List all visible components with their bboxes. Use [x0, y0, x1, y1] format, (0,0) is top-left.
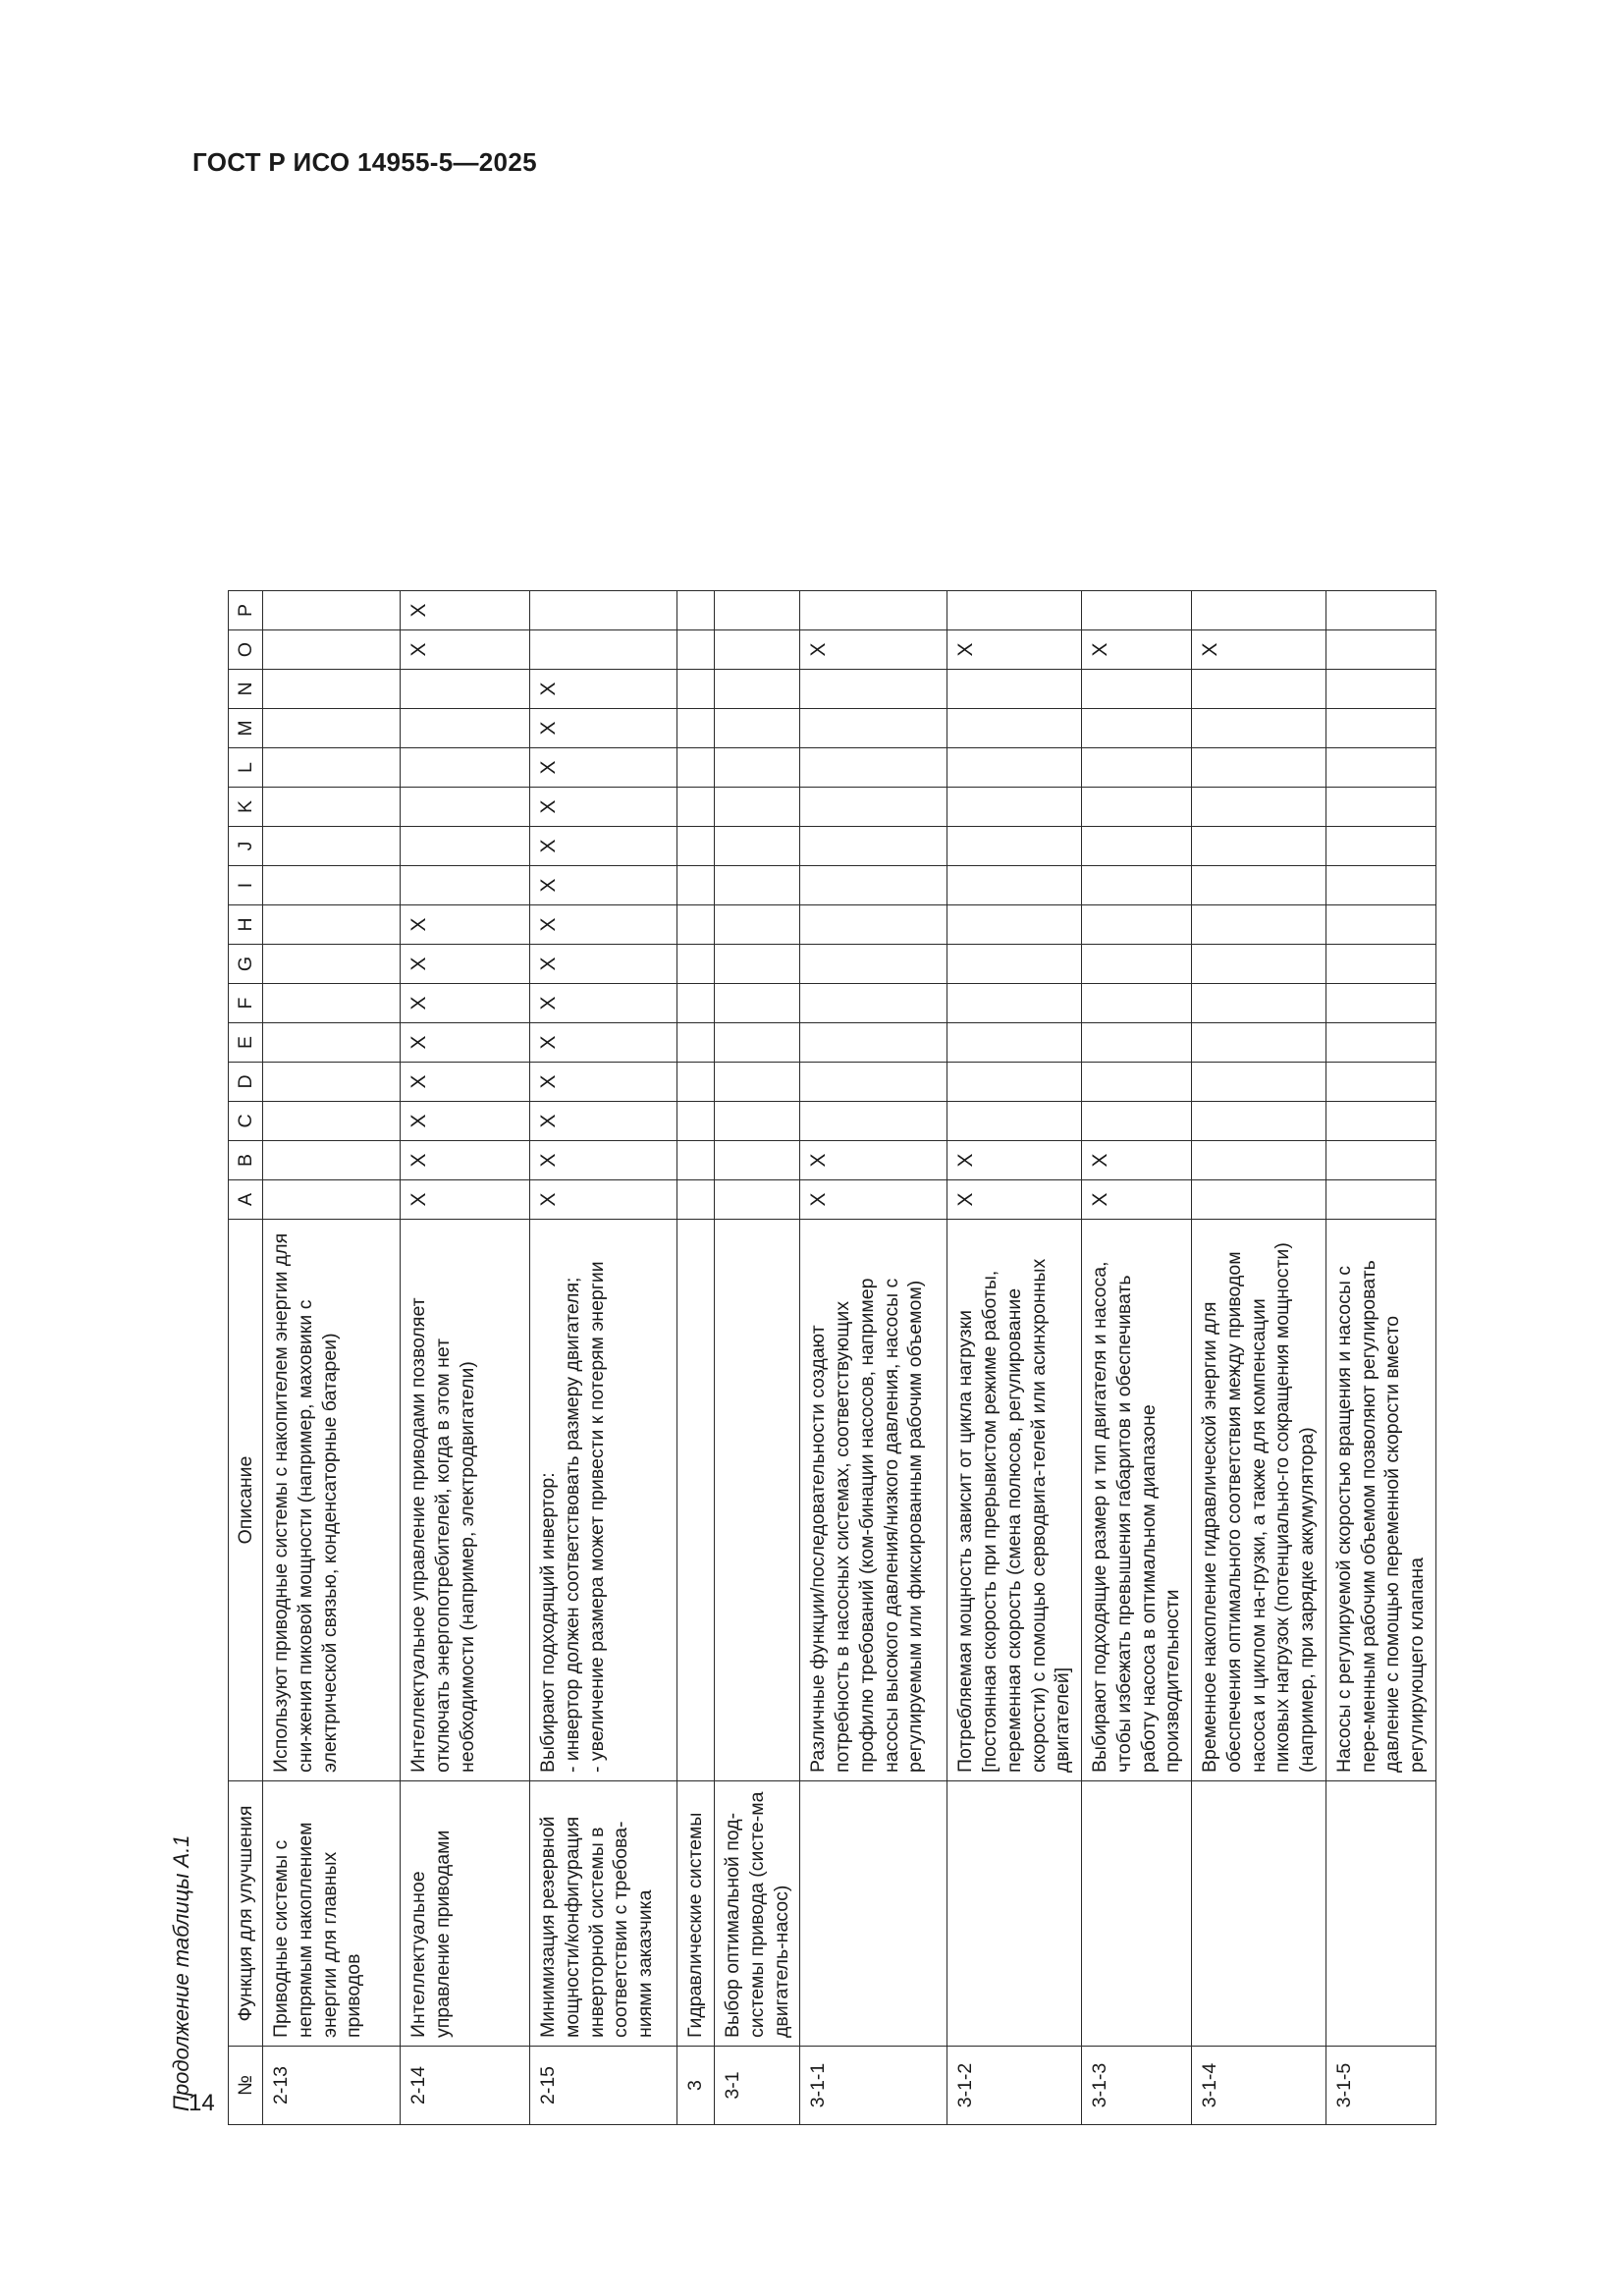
mark-cell: [677, 1063, 715, 1102]
requirements-table: [228, 590, 1436, 2125]
mark-cell: [263, 591, 401, 630]
mark-cell: [401, 748, 530, 788]
mark-cell: [1082, 945, 1192, 984]
mark-cell: [1082, 1023, 1192, 1063]
mark-cell: [715, 1180, 800, 1220]
header-num: №: [229, 2047, 263, 2125]
mark-cell: [677, 748, 715, 788]
mark-cell: X: [1082, 630, 1192, 670]
mark-cell: X: [947, 1180, 1082, 1220]
mark-cell: [715, 1023, 800, 1063]
description-list-item: - инвертор должен соответствовать размеру двигателя;: [561, 1277, 583, 1773]
row-description: Временное накопление гидравлической энергии для обеспечения оптимального соответствия между приводом насоса и циклом на-грузки, а также для компенсации пиковых нагрузок (потенциально-го сокращения мощности) (например, при зарядке аккумулятора): [1192, 1220, 1326, 1781]
mark-cell: [1192, 709, 1326, 748]
header-letter: P: [229, 591, 263, 630]
mark-cell: X: [530, 709, 677, 748]
mark-cell: X: [401, 1141, 530, 1180]
mark-cell: [715, 670, 800, 709]
header-function: Функция для улучшения: [229, 1781, 263, 2047]
mark-cell: [1192, 788, 1326, 827]
row-function: [947, 1781, 1082, 2047]
mark-cell: [1325, 827, 1435, 866]
table-row: [1082, 591, 1192, 2125]
mark-cell: [1082, 866, 1192, 905]
row-number: 3-1: [715, 2047, 800, 2125]
mark-cell: [1192, 670, 1326, 709]
row-number: 2-13: [263, 2047, 401, 2125]
mark-cell: [715, 827, 800, 866]
mark-cell: [1082, 709, 1192, 748]
header-letter: K: [229, 788, 263, 827]
mark-cell: [677, 630, 715, 670]
mark-cell: [947, 1023, 1082, 1063]
mark-cell: [263, 788, 401, 827]
mark-cell: [1192, 905, 1326, 945]
mark-cell: [263, 709, 401, 748]
mark-cell: [1325, 748, 1435, 788]
mark-cell: [677, 1023, 715, 1063]
mark-cell: X: [401, 630, 530, 670]
mark-cell: [1325, 866, 1435, 905]
header-letter: G: [229, 945, 263, 984]
mark-cell: [947, 670, 1082, 709]
mark-cell: [1082, 827, 1192, 866]
row-function: [1325, 1781, 1435, 2047]
table-row: [263, 591, 401, 2125]
mark-cell: [677, 866, 715, 905]
mark-cell: [1192, 1180, 1326, 1220]
mark-cell: [263, 1141, 401, 1180]
mark-cell: [715, 1063, 800, 1102]
mark-cell: [401, 788, 530, 827]
mark-cell: [800, 1063, 947, 1102]
header-letter: B: [229, 1141, 263, 1180]
mark-cell: [1082, 984, 1192, 1023]
mark-cell: [263, 1102, 401, 1141]
mark-cell: [715, 748, 800, 788]
mark-cell: [677, 945, 715, 984]
mark-cell: [1192, 984, 1326, 1023]
mark-cell: X: [800, 1141, 947, 1180]
mark-cell: [947, 1102, 1082, 1141]
mark-cell: [1325, 630, 1435, 670]
mark-cell: [1325, 709, 1435, 748]
mark-cell: [800, 709, 947, 748]
mark-cell: [1192, 866, 1326, 905]
mark-cell: [1325, 1063, 1435, 1102]
row-number: 2-15: [530, 2047, 677, 2125]
mark-cell: [800, 670, 947, 709]
header-description: Описание: [229, 1220, 263, 1781]
header-letter: N: [229, 670, 263, 709]
mark-cell: X: [401, 984, 530, 1023]
row-description: Используют приводные системы с накопителем энергии для сни-жения пиковой мощности (например, маховики с электрической связью, конденсаторные батареи): [263, 1220, 401, 1781]
mark-cell: [1325, 788, 1435, 827]
table-row: [947, 591, 1082, 2125]
mark-cell: X: [1192, 630, 1326, 670]
table-row: [1192, 591, 1326, 2125]
mark-cell: X: [947, 630, 1082, 670]
mark-cell: [530, 591, 677, 630]
mark-cell: X: [530, 905, 677, 945]
mark-cell: X: [1082, 1180, 1192, 1220]
mark-cell: [1325, 1141, 1435, 1180]
mark-cell: X: [401, 905, 530, 945]
table-row: [677, 591, 715, 2125]
row-number: 3: [677, 2047, 715, 2125]
table-body: [263, 591, 1436, 2125]
mark-cell: [1325, 670, 1435, 709]
mark-cell: [947, 1063, 1082, 1102]
row-description: Различные функции/последовательности создают потребность в насосных системах, соответствующих профилю требований (ком-бинации насосов, например насосы высокого давления/низкого давления, насосы с регулируемым или фиксированным рабочим объемом): [800, 1220, 947, 1781]
mark-cell: [1192, 748, 1326, 788]
header-letter: L: [229, 748, 263, 788]
mark-cell: [715, 1141, 800, 1180]
mark-cell: [1325, 945, 1435, 984]
page-number: 14: [189, 2090, 215, 2116]
mark-cell: X: [530, 1023, 677, 1063]
mark-cell: [263, 748, 401, 788]
mark-cell: [715, 984, 800, 1023]
header-letter: M: [229, 709, 263, 748]
mark-cell: [677, 1102, 715, 1141]
row-number: 2-14: [401, 2047, 530, 2125]
row-number: 3-1-4: [1192, 2047, 1326, 2125]
row-function: Гидравлические системы: [677, 1781, 715, 2047]
mark-cell: [401, 827, 530, 866]
mark-cell: [530, 630, 677, 670]
row-number: 3-1-1: [800, 2047, 947, 2125]
mark-cell: X: [947, 1141, 1082, 1180]
mark-cell: [715, 788, 800, 827]
mark-cell: X: [401, 1180, 530, 1220]
mark-cell: [263, 866, 401, 905]
mark-cell: [1192, 1063, 1326, 1102]
mark-cell: [677, 709, 715, 748]
mark-cell: X: [401, 1063, 530, 1102]
description-list: [561, 1228, 610, 1773]
mark-cell: [1082, 788, 1192, 827]
mark-cell: [800, 984, 947, 1023]
mark-cell: [263, 984, 401, 1023]
continuation-label: Продолжение таблицы А.1: [169, 1834, 193, 2111]
header-letter: E: [229, 1023, 263, 1063]
mark-cell: X: [530, 788, 677, 827]
rotated-table-area: [169, 236, 1485, 2151]
mark-cell: [263, 1180, 401, 1220]
mark-cell: [947, 709, 1082, 748]
row-function: [800, 1781, 947, 2047]
row-function: Минимизация резервной мощности/конфигурация инверторной системы в соответствии с требова-ниями заказчика: [530, 1781, 677, 2047]
mark-cell: [1192, 945, 1326, 984]
row-function: Приводные системы с непрямым накоплением энергии для главных приводов: [263, 1781, 401, 2047]
mark-cell: [800, 945, 947, 984]
header-letter: D: [229, 1063, 263, 1102]
mark-cell: X: [530, 670, 677, 709]
mark-cell: [1325, 905, 1435, 945]
row-function: [1192, 1781, 1326, 2047]
mark-cell: [947, 984, 1082, 1023]
row-description: Потребляемая мощность зависит от цикла нагрузки [постоянная скорость при прерывистом режиме работы, переменная скорость (смена полюсов, регулирование скорости) с помощью серводвига-телей или асинхронных двигателей]: [947, 1220, 1082, 1781]
table-row: [530, 591, 677, 2125]
mark-cell: [1192, 1023, 1326, 1063]
mark-cell: [947, 905, 1082, 945]
mark-cell: [800, 748, 947, 788]
mark-cell: X: [530, 1180, 677, 1220]
mark-cell: X: [401, 945, 530, 984]
header-letter: A: [229, 1180, 263, 1220]
mark-cell: [263, 945, 401, 984]
table-row: [715, 591, 800, 2125]
mark-cell: [263, 670, 401, 709]
mark-cell: [715, 709, 800, 748]
mark-cell: [947, 591, 1082, 630]
mark-cell: [715, 905, 800, 945]
row-function: Интеллектуальное управление приводами: [401, 1781, 530, 2047]
mark-cell: X: [401, 591, 530, 630]
mark-cell: [1082, 1102, 1192, 1141]
mark-cell: [1325, 591, 1435, 630]
mark-cell: [263, 827, 401, 866]
mark-cell: [715, 866, 800, 905]
mark-cell: [1325, 984, 1435, 1023]
header-letter: O: [229, 630, 263, 670]
row-number: 3-1-5: [1325, 2047, 1435, 2125]
mark-cell: [677, 1141, 715, 1180]
mark-cell: [1082, 748, 1192, 788]
table-row: [800, 591, 947, 2125]
mark-cell: X: [1082, 1141, 1192, 1180]
row-number: 3-1-3: [1082, 2047, 1192, 2125]
mark-cell: X: [530, 1102, 677, 1141]
mark-cell: [800, 827, 947, 866]
document-header: ГОСТ Р ИСО 14955-5—2025: [192, 147, 537, 177]
mark-cell: [800, 905, 947, 945]
mark-cell: [677, 1180, 715, 1220]
mark-cell: [715, 591, 800, 630]
row-function: Выбор оптимальной под-системы привода (систе-ма двигатель-насос): [715, 1781, 800, 2047]
mark-cell: [677, 670, 715, 709]
row-number: 3-1-2: [947, 2047, 1082, 2125]
mark-cell: X: [401, 1102, 530, 1141]
mark-cell: [800, 866, 947, 905]
mark-cell: [1325, 1102, 1435, 1141]
mark-cell: [263, 630, 401, 670]
mark-cell: X: [530, 1141, 677, 1180]
row-description: Насосы с регулируемой скоростью вращения и насосы с пере-менным рабочим объемом позволяют регулировать давление с помощью переменной скорости вместо регулирующего клапана: [1325, 1220, 1435, 1781]
mark-cell: [800, 1102, 947, 1141]
header-letter: C: [229, 1102, 263, 1141]
mark-cell: [677, 591, 715, 630]
mark-cell: [401, 709, 530, 748]
mark-cell: [1192, 1102, 1326, 1141]
mark-cell: [715, 1102, 800, 1141]
mark-cell: [800, 1023, 947, 1063]
row-description: Выбирают подходящие размер и тип двигателя и насоса, чтобы избежать превышения габаритов и обеспечивать работу насоса в оптимальном диапазоне производительности: [1082, 1220, 1192, 1781]
table-row: [401, 591, 530, 2125]
mark-cell: X: [530, 945, 677, 984]
mark-cell: X: [800, 630, 947, 670]
table-header-row: [229, 591, 263, 2125]
mark-cell: [1192, 827, 1326, 866]
row-description: [677, 1220, 715, 1781]
mark-cell: [1082, 670, 1192, 709]
mark-cell: [401, 866, 530, 905]
mark-cell: [1192, 1141, 1326, 1180]
mark-cell: [263, 905, 401, 945]
mark-cell: [800, 788, 947, 827]
header-letter: J: [229, 827, 263, 866]
mark-cell: X: [530, 984, 677, 1023]
mark-cell: [715, 630, 800, 670]
mark-cell: [401, 670, 530, 709]
mark-cell: [1082, 1063, 1192, 1102]
mark-cell: X: [401, 1023, 530, 1063]
mark-cell: [800, 591, 947, 630]
mark-cell: [1192, 591, 1326, 630]
mark-cell: X: [530, 827, 677, 866]
description-intro: Выбирают подходящий инвертор:: [537, 1472, 559, 1773]
header-letter: F: [229, 984, 263, 1023]
mark-cell: [677, 905, 715, 945]
mark-cell: [715, 945, 800, 984]
mark-cell: X: [530, 748, 677, 788]
mark-cell: X: [530, 1063, 677, 1102]
header-letter: H: [229, 905, 263, 945]
mark-cell: [677, 827, 715, 866]
mark-cell: [677, 984, 715, 1023]
row-description: [530, 1220, 677, 1781]
mark-cell: X: [800, 1180, 947, 1220]
mark-cell: [1325, 1180, 1435, 1220]
row-description: [715, 1220, 800, 1781]
table-row: [1325, 591, 1435, 2125]
mark-cell: [263, 1023, 401, 1063]
mark-cell: [677, 788, 715, 827]
mark-cell: [947, 827, 1082, 866]
mark-cell: [947, 866, 1082, 905]
mark-cell: [1325, 1023, 1435, 1063]
row-description: Интеллектуальное управление приводами позволяет отключать энергопотребителей, когда в этом нет необходимости (например, электродвигатели): [401, 1220, 530, 1781]
mark-cell: [947, 748, 1082, 788]
description-list-item: - увеличение размера может привести к потерям энергии: [585, 1261, 608, 1773]
mark-cell: [263, 1063, 401, 1102]
mark-cell: X: [530, 866, 677, 905]
mark-cell: [947, 945, 1082, 984]
row-function: [1082, 1781, 1192, 2047]
mark-cell: [1082, 905, 1192, 945]
mark-cell: [1082, 591, 1192, 630]
mark-cell: [947, 788, 1082, 827]
header-letter: I: [229, 866, 263, 905]
